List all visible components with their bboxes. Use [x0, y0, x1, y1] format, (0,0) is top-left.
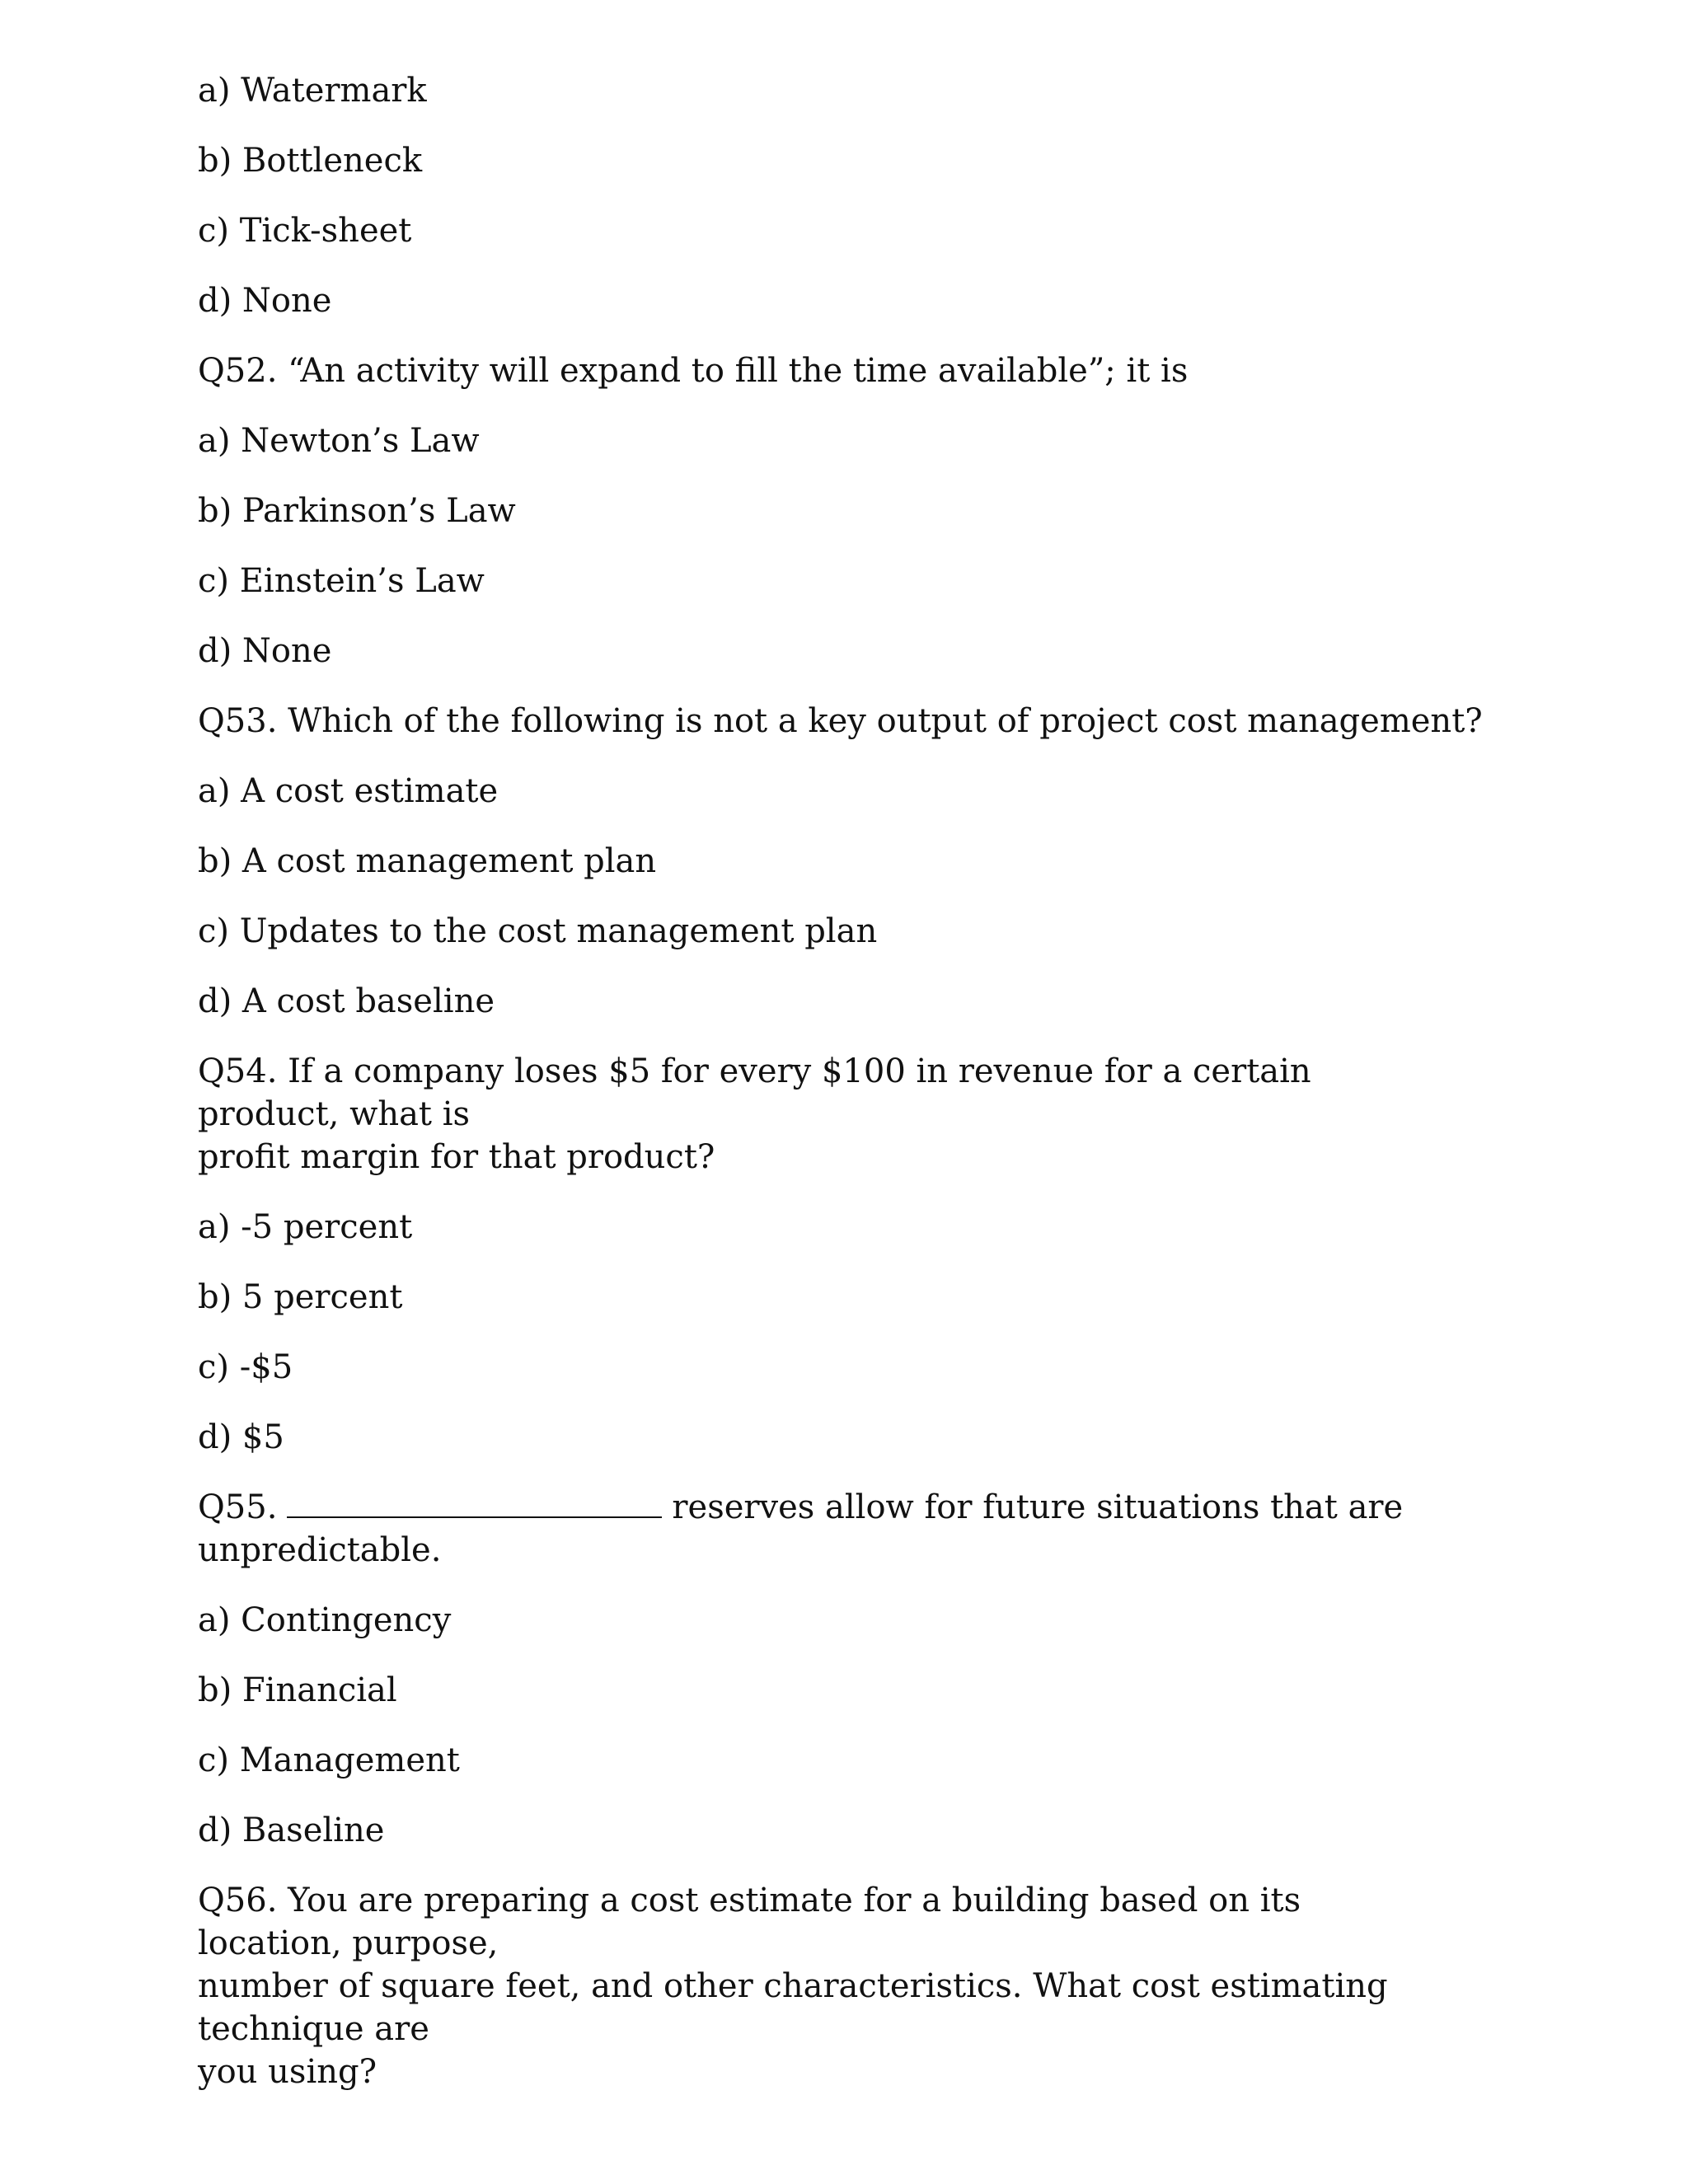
q51-option-c: c) Tick-sheet	[198, 212, 412, 250]
q52-question: Q52. “An activity will expand to fill the time available”; it is	[198, 352, 1189, 390]
q55-option-a: a) Contingency	[198, 1601, 452, 1639]
q54-option-c: c) -$5	[198, 1348, 293, 1386]
fill-in-blank	[287, 1488, 662, 1518]
q55-question-line-2: unpredictable.	[198, 1531, 442, 1569]
q54-option-b: b) 5 percent	[198, 1278, 403, 1316]
q55-option-c: c) Management	[198, 1741, 460, 1779]
q55-question-line-1	[198, 1486, 1451, 1529]
document-page	[198, 69, 1483, 2121]
q55-question	[198, 1486, 1451, 1572]
q52-option-c: c) Einstein’s Law	[198, 562, 485, 600]
q51-option-d: d) None	[198, 282, 332, 320]
q51-option-a: a) Watermark	[198, 72, 427, 110]
q56-question	[198, 1879, 1451, 2093]
q56-question-line-1: Q56. You are preparing a cost estimate for a building based on its location, purpose,	[198, 1882, 1301, 1962]
q53-option-d: d) A cost baseline	[198, 982, 495, 1020]
q52-option-d: d) None	[198, 632, 332, 670]
q56-question-line-3: you using?	[198, 2053, 377, 2091]
q55-option-d: d) Baseline	[198, 1811, 385, 1849]
q53-option-b: b) A cost management plan	[198, 842, 657, 880]
q55-question-rest: reserves allow for future situations that are	[672, 1488, 1404, 1526]
q51-option-b: b) Bottleneck	[198, 142, 423, 180]
q55-option-b: b) Financial	[198, 1671, 397, 1709]
q52-option-a: a) Newton’s Law	[198, 422, 480, 460]
q53-option-c: c) Updates to the cost management plan	[198, 912, 878, 950]
q54-question-line-2: profit margin for that product?	[198, 1138, 715, 1176]
q56-question-line-2: number of square feet, and other characteristics. What cost estimating technique are	[198, 1967, 1388, 2048]
q54-question	[198, 1050, 1451, 1179]
q54-question-line-1: Q54. If a company loses $5 for every $100 in revenue for a certain product, what is	[198, 1052, 1311, 1133]
q53-question: Q53. Which of the following is not a key output of project cost management?	[198, 702, 1483, 740]
q55-label: Q55.	[198, 1488, 278, 1526]
q54-option-a: a) -5 percent	[198, 1208, 413, 1246]
q53-option-a: a) A cost estimate	[198, 772, 499, 810]
q52-option-b: b) Parkinson’s Law	[198, 492, 516, 530]
q54-option-d: d) $5	[198, 1418, 284, 1456]
